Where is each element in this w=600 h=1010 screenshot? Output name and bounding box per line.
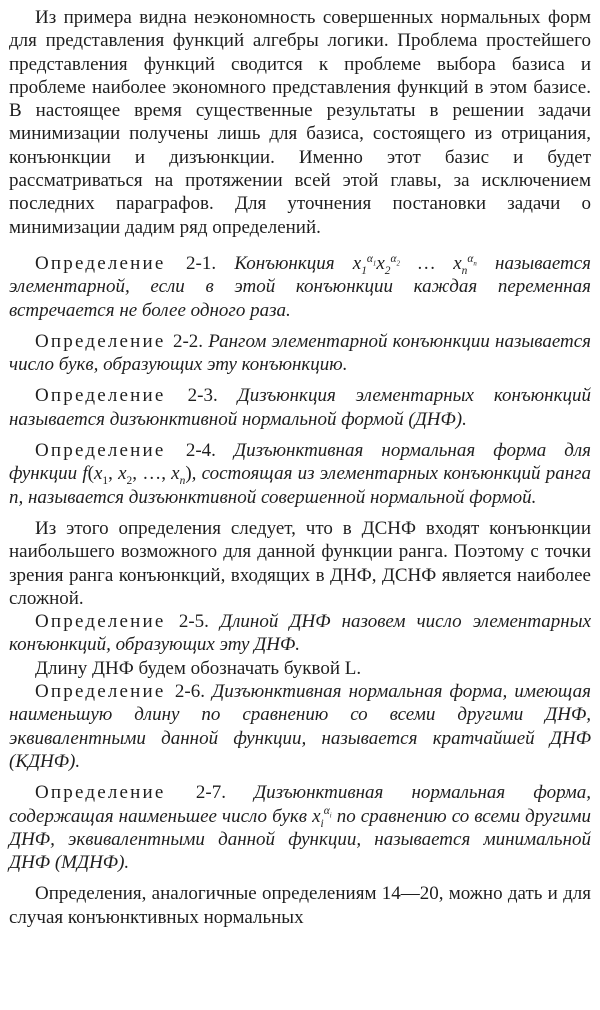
definition-text-after: , состоящая из элементарных конъюнкций ранга n, называется дизъюнктивной совершенной нормальной формой. [9,463,592,508]
length-paragraph: Длину ДНФ будем обозначать буквой L. [35,657,362,679]
intro-paragraph: Из примера видна неэкономность совершенных нормальных форм для представления функций алгебры логики. Проблема простейшего представления функций сводится к проблеме выбора базиса и проблеме наиболее экономного представления функций в этом базисе. В настоящее время существенные результаты в решении задачи минимизации получены лишь для базиса, состоящего из отрицания, конъюнкции и дизъюнкции. Именно этот базис и будет рассматриваться на протяжении всей этой главы, за исключением последних параграфов. Для уточнения постановки задачи о минимизации дадим ряд определений. [9,7,591,238]
definition-text-before: Дизъюнктивная нормальная форма для функции [9,440,591,485]
definition-2-2 [9,330,591,377]
definition-2-7 [9,781,591,874]
definition-label: Определение 2-5. [35,611,209,633]
conjunction-formula: $x_1^{\alpha_1}x_2^{\alpha_2}$ … $x_n^{\alpha_n}$ [352,252,477,277]
definition-2-4 [9,439,591,509]
letter-formula: $x_i^{\alpha_i}$ [312,805,332,830]
definition-text: Рангом элементарной конъюнкции называется число букв, образующих эту конъюнкцию. [9,330,592,376]
dsnf-paragraph: Из этого определения следует, что в ДСНФ входят конъюнкции наибольшего возможного для данной функции ранга. Поэтому с точки зрения ранга конъюнкций, входящих в ДНФ, ДСНФ является наиболее сложной. [9,517,591,609]
final-paragraph: Определения, аналогичные определениям 14—20, можно дать и для случая конъюнктивных нормальных [9,883,591,928]
definition-label: Определение 2-1. [35,252,217,274]
definition-2-1 [9,252,591,322]
definition-text: Дизъюнктивная нормальная форма, имеющая наименьшую длину по сравнению со всеми другими ДНФ, эквивалентными данной функции, называется кратчайшей ДНФ (КДНФ). [9,681,591,772]
definition-label: Определение 2-2. [35,330,204,352]
definition-label: Определение 2-7. [35,782,226,804]
function-formula: $f(x_1$, $x_2$, …, $x_n$) [82,463,192,488]
definition-text-after: по сравнению со всеми другими ДНФ, эквивалентными данной функции, называется минимальной ДНФ (МДНФ). [9,805,591,874]
definition-label: Определение 2-3. [35,385,218,407]
definition-text: Дизъюнкция элементарных конъюнкций называется дизъюнктивной нормальной формой (ДНФ). [9,385,592,430]
definition-text-before: Конъюнкция [234,252,335,274]
definition-text-after: называется элементарной, если в этой конъюнкции каждая переменная встречается не более одного раза. [9,252,592,321]
definition-label: Определение 2-4. [35,440,216,462]
definition-text: Длиной ДНФ назовем число элементарных конъюнкций, образующих эту ДНФ. [9,611,592,656]
definition-2-3 [9,384,591,431]
definition-label: Определение 2-6. [35,681,205,703]
definition-text-before: Дизъюнктивная нормальная форма, содержащая наименьшее число букв [9,782,592,827]
definition-2-5 [9,610,591,657]
definition-2-6 [9,680,591,773]
